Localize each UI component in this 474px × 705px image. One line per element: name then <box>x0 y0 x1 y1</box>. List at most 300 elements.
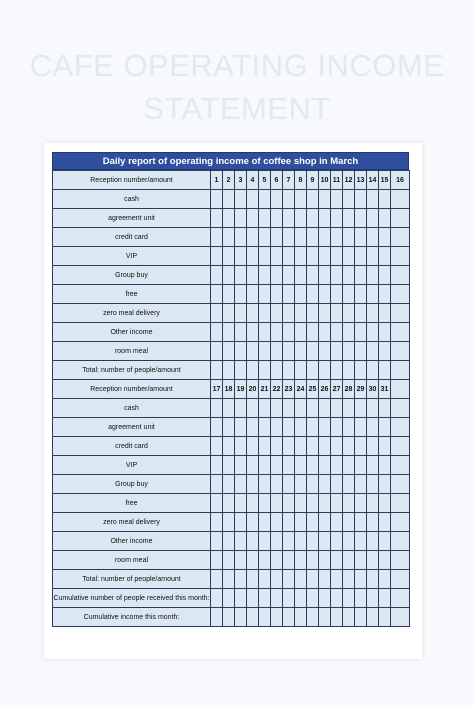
entry-cell[interactable] <box>295 228 307 247</box>
entry-cell[interactable] <box>367 570 379 589</box>
entry-cell[interactable] <box>283 532 295 551</box>
entry-cell[interactable] <box>235 456 247 475</box>
entry-cell[interactable] <box>319 589 331 608</box>
entry-cell[interactable] <box>379 513 391 532</box>
entry-cell[interactable] <box>391 228 410 247</box>
entry-cell[interactable] <box>331 437 343 456</box>
entry-cell[interactable] <box>223 475 235 494</box>
entry-cell[interactable] <box>271 228 283 247</box>
entry-cell[interactable] <box>355 266 367 285</box>
entry-cell[interactable] <box>379 532 391 551</box>
entry-cell[interactable] <box>235 513 247 532</box>
entry-cell[interactable] <box>211 608 223 627</box>
entry-cell[interactable] <box>307 209 319 228</box>
entry-cell[interactable] <box>283 361 295 380</box>
entry-cell[interactable] <box>271 190 283 209</box>
entry-cell[interactable] <box>379 608 391 627</box>
entry-cell[interactable] <box>235 323 247 342</box>
entry-cell[interactable] <box>271 342 283 361</box>
entry-cell[interactable] <box>235 247 247 266</box>
entry-cell[interactable] <box>235 589 247 608</box>
entry-cell[interactable] <box>259 247 271 266</box>
entry-cell[interactable] <box>247 456 259 475</box>
entry-cell[interactable] <box>319 475 331 494</box>
entry-cell[interactable] <box>331 456 343 475</box>
entry-cell[interactable] <box>307 532 319 551</box>
entry-cell[interactable] <box>379 209 391 228</box>
entry-cell[interactable] <box>235 209 247 228</box>
entry-cell[interactable] <box>235 266 247 285</box>
entry-cell[interactable] <box>223 361 235 380</box>
entry-cell[interactable] <box>355 247 367 266</box>
entry-cell[interactable] <box>259 304 271 323</box>
entry-cell[interactable] <box>343 342 355 361</box>
entry-cell[interactable] <box>331 190 343 209</box>
entry-cell[interactable] <box>283 475 295 494</box>
entry-cell[interactable] <box>331 266 343 285</box>
entry-cell[interactable] <box>271 494 283 513</box>
entry-cell[interactable] <box>355 570 367 589</box>
entry-cell[interactable] <box>247 266 259 285</box>
entry-cell[interactable] <box>331 247 343 266</box>
entry-cell[interactable] <box>343 399 355 418</box>
entry-cell[interactable] <box>307 228 319 247</box>
entry-cell[interactable] <box>367 532 379 551</box>
entry-cell[interactable] <box>295 209 307 228</box>
entry-cell[interactable] <box>379 456 391 475</box>
entry-cell[interactable] <box>235 551 247 570</box>
entry-cell[interactable] <box>271 361 283 380</box>
entry-cell[interactable] <box>211 247 223 266</box>
entry-cell[interactable] <box>343 532 355 551</box>
entry-cell[interactable] <box>319 266 331 285</box>
entry-cell[interactable] <box>391 266 410 285</box>
entry-cell[interactable] <box>259 589 271 608</box>
entry-cell[interactable] <box>235 361 247 380</box>
entry-cell[interactable] <box>247 247 259 266</box>
entry-cell[interactable] <box>235 570 247 589</box>
entry-cell[interactable] <box>211 228 223 247</box>
entry-cell[interactable] <box>223 304 235 323</box>
entry-cell[interactable] <box>295 608 307 627</box>
entry-cell[interactable] <box>211 475 223 494</box>
entry-cell[interactable] <box>355 532 367 551</box>
entry-cell[interactable] <box>211 589 223 608</box>
entry-cell[interactable] <box>307 437 319 456</box>
entry-cell[interactable] <box>283 399 295 418</box>
entry-cell[interactable] <box>295 323 307 342</box>
entry-cell[interactable] <box>247 513 259 532</box>
entry-cell[interactable] <box>343 228 355 247</box>
entry-cell[interactable] <box>271 437 283 456</box>
entry-cell[interactable] <box>367 513 379 532</box>
entry-cell[interactable] <box>295 494 307 513</box>
entry-cell[interactable] <box>391 247 410 266</box>
entry-cell[interactable] <box>391 494 410 513</box>
entry-cell[interactable] <box>355 209 367 228</box>
entry-cell[interactable] <box>271 304 283 323</box>
entry-cell[interactable] <box>271 285 283 304</box>
entry-cell[interactable] <box>295 589 307 608</box>
entry-cell[interactable] <box>331 323 343 342</box>
entry-cell[interactable] <box>211 532 223 551</box>
entry-cell[interactable] <box>223 399 235 418</box>
entry-cell[interactable] <box>247 437 259 456</box>
entry-cell[interactable] <box>391 513 410 532</box>
entry-cell[interactable] <box>391 456 410 475</box>
entry-cell[interactable] <box>319 570 331 589</box>
entry-cell[interactable] <box>295 190 307 209</box>
entry-cell[interactable] <box>271 589 283 608</box>
entry-cell[interactable] <box>247 532 259 551</box>
entry-cell[interactable] <box>331 418 343 437</box>
entry-cell[interactable] <box>235 190 247 209</box>
entry-cell[interactable] <box>235 532 247 551</box>
entry-cell[interactable] <box>259 532 271 551</box>
entry-cell[interactable] <box>259 437 271 456</box>
entry-cell[interactable] <box>247 190 259 209</box>
entry-cell[interactable] <box>391 418 410 437</box>
entry-cell[interactable] <box>331 304 343 323</box>
entry-cell[interactable] <box>343 608 355 627</box>
entry-cell[interactable] <box>283 513 295 532</box>
entry-cell[interactable] <box>271 209 283 228</box>
entry-cell[interactable] <box>247 304 259 323</box>
entry-cell[interactable] <box>271 399 283 418</box>
entry-cell[interactable] <box>355 228 367 247</box>
entry-cell[interactable] <box>223 342 235 361</box>
entry-cell[interactable] <box>259 285 271 304</box>
entry-cell[interactable] <box>355 323 367 342</box>
entry-cell[interactable] <box>367 475 379 494</box>
entry-cell[interactable] <box>367 399 379 418</box>
entry-cell[interactable] <box>295 418 307 437</box>
entry-cell[interactable] <box>355 304 367 323</box>
entry-cell[interactable] <box>223 551 235 570</box>
entry-cell[interactable] <box>211 209 223 228</box>
entry-cell[interactable] <box>343 551 355 570</box>
entry-cell[interactable] <box>379 494 391 513</box>
entry-cell[interactable] <box>379 247 391 266</box>
entry-cell[interactable] <box>355 361 367 380</box>
entry-cell[interactable] <box>295 437 307 456</box>
entry-cell[interactable] <box>307 285 319 304</box>
entry-cell[interactable] <box>319 418 331 437</box>
entry-cell[interactable] <box>307 475 319 494</box>
entry-cell[interactable] <box>379 418 391 437</box>
entry-cell[interactable] <box>259 190 271 209</box>
entry-cell[interactable] <box>259 608 271 627</box>
entry-cell[interactable] <box>367 247 379 266</box>
entry-cell[interactable] <box>391 551 410 570</box>
entry-cell[interactable] <box>367 456 379 475</box>
entry-cell[interactable] <box>331 475 343 494</box>
entry-cell[interactable] <box>343 589 355 608</box>
entry-cell[interactable] <box>211 494 223 513</box>
entry-cell[interactable] <box>295 456 307 475</box>
entry-cell[interactable] <box>391 475 410 494</box>
entry-cell[interactable] <box>319 399 331 418</box>
entry-cell[interactable] <box>379 266 391 285</box>
entry-cell[interactable] <box>271 513 283 532</box>
entry-cell[interactable] <box>331 399 343 418</box>
entry-cell[interactable] <box>283 342 295 361</box>
entry-cell[interactable] <box>259 361 271 380</box>
entry-cell[interactable] <box>343 475 355 494</box>
entry-cell[interactable] <box>247 570 259 589</box>
entry-cell[interactable] <box>235 494 247 513</box>
entry-cell[interactable] <box>211 437 223 456</box>
entry-cell[interactable] <box>319 437 331 456</box>
entry-cell[interactable] <box>319 228 331 247</box>
entry-cell[interactable] <box>319 209 331 228</box>
entry-cell[interactable] <box>271 323 283 342</box>
entry-cell[interactable] <box>331 209 343 228</box>
entry-cell[interactable] <box>343 361 355 380</box>
entry-cell[interactable] <box>295 304 307 323</box>
entry-cell[interactable] <box>223 209 235 228</box>
entry-cell[interactable] <box>355 513 367 532</box>
entry-cell[interactable] <box>247 209 259 228</box>
entry-cell[interactable] <box>307 323 319 342</box>
entry-cell[interactable] <box>295 551 307 570</box>
entry-cell[interactable] <box>247 323 259 342</box>
entry-cell[interactable] <box>259 456 271 475</box>
entry-cell[interactable] <box>235 418 247 437</box>
entry-cell[interactable] <box>211 456 223 475</box>
entry-cell[interactable] <box>247 361 259 380</box>
entry-cell[interactable] <box>247 551 259 570</box>
entry-cell[interactable] <box>295 399 307 418</box>
entry-cell[interactable] <box>355 551 367 570</box>
entry-cell[interactable] <box>319 247 331 266</box>
entry-cell[interactable] <box>355 285 367 304</box>
entry-cell[interactable] <box>379 551 391 570</box>
entry-cell[interactable] <box>271 266 283 285</box>
entry-cell[interactable] <box>283 285 295 304</box>
entry-cell[interactable] <box>379 361 391 380</box>
entry-cell[interactable] <box>223 266 235 285</box>
entry-cell[interactable] <box>367 437 379 456</box>
entry-cell[interactable] <box>343 456 355 475</box>
entry-cell[interactable] <box>259 494 271 513</box>
entry-cell[interactable] <box>211 418 223 437</box>
entry-cell[interactable] <box>331 361 343 380</box>
entry-cell[interactable] <box>283 323 295 342</box>
entry-cell[interactable] <box>271 456 283 475</box>
entry-cell[interactable] <box>211 190 223 209</box>
entry-cell[interactable] <box>355 399 367 418</box>
entry-cell[interactable] <box>295 342 307 361</box>
entry-cell[interactable] <box>343 190 355 209</box>
entry-cell[interactable] <box>271 418 283 437</box>
entry-cell[interactable] <box>379 190 391 209</box>
entry-cell[interactable] <box>223 418 235 437</box>
entry-cell[interactable] <box>271 532 283 551</box>
entry-cell[interactable] <box>367 304 379 323</box>
entry-cell[interactable] <box>391 589 410 608</box>
entry-cell[interactable] <box>283 209 295 228</box>
entry-cell[interactable] <box>307 266 319 285</box>
entry-cell[interactable] <box>211 285 223 304</box>
entry-cell[interactable] <box>247 589 259 608</box>
entry-cell[interactable] <box>391 608 410 627</box>
entry-cell[interactable] <box>295 513 307 532</box>
entry-cell[interactable] <box>355 418 367 437</box>
entry-cell[interactable] <box>343 266 355 285</box>
entry-cell[interactable] <box>247 285 259 304</box>
entry-cell[interactable] <box>259 570 271 589</box>
entry-cell[interactable] <box>223 247 235 266</box>
entry-cell[interactable] <box>367 323 379 342</box>
entry-cell[interactable] <box>367 285 379 304</box>
entry-cell[interactable] <box>295 475 307 494</box>
entry-cell[interactable] <box>379 589 391 608</box>
entry-cell[interactable] <box>379 304 391 323</box>
entry-cell[interactable] <box>391 532 410 551</box>
entry-cell[interactable] <box>319 551 331 570</box>
entry-cell[interactable] <box>283 247 295 266</box>
entry-cell[interactable] <box>211 304 223 323</box>
entry-cell[interactable] <box>319 323 331 342</box>
entry-cell[interactable] <box>211 342 223 361</box>
entry-cell[interactable] <box>331 570 343 589</box>
entry-cell[interactable] <box>367 418 379 437</box>
entry-cell[interactable] <box>307 456 319 475</box>
entry-cell[interactable] <box>211 551 223 570</box>
entry-cell[interactable] <box>259 551 271 570</box>
entry-cell[interactable] <box>355 608 367 627</box>
entry-cell[interactable] <box>307 608 319 627</box>
entry-cell[interactable] <box>343 418 355 437</box>
entry-cell[interactable] <box>319 608 331 627</box>
entry-cell[interactable] <box>295 266 307 285</box>
entry-cell[interactable] <box>283 228 295 247</box>
entry-cell[interactable] <box>283 304 295 323</box>
entry-cell[interactable] <box>343 285 355 304</box>
entry-cell[interactable] <box>259 418 271 437</box>
entry-cell[interactable] <box>355 342 367 361</box>
entry-cell[interactable] <box>379 285 391 304</box>
entry-cell[interactable] <box>247 399 259 418</box>
entry-cell[interactable] <box>211 323 223 342</box>
entry-cell[interactable] <box>259 475 271 494</box>
entry-cell[interactable] <box>343 209 355 228</box>
entry-cell[interactable] <box>367 551 379 570</box>
entry-cell[interactable] <box>259 513 271 532</box>
entry-cell[interactable] <box>283 266 295 285</box>
entry-cell[interactable] <box>319 456 331 475</box>
entry-cell[interactable] <box>319 190 331 209</box>
entry-cell[interactable] <box>355 494 367 513</box>
entry-cell[interactable] <box>343 570 355 589</box>
entry-cell[interactable] <box>211 399 223 418</box>
entry-cell[interactable] <box>247 494 259 513</box>
entry-cell[interactable] <box>379 399 391 418</box>
entry-cell[interactable] <box>271 475 283 494</box>
entry-cell[interactable] <box>295 285 307 304</box>
entry-cell[interactable] <box>247 342 259 361</box>
entry-cell[interactable] <box>235 304 247 323</box>
entry-cell[interactable] <box>319 342 331 361</box>
entry-cell[interactable] <box>259 228 271 247</box>
entry-cell[interactable] <box>331 551 343 570</box>
entry-cell[interactable] <box>247 228 259 247</box>
entry-cell[interactable] <box>307 190 319 209</box>
entry-cell[interactable] <box>343 247 355 266</box>
entry-cell[interactable] <box>343 323 355 342</box>
entry-cell[interactable] <box>331 532 343 551</box>
entry-cell[interactable] <box>271 551 283 570</box>
entry-cell[interactable] <box>367 228 379 247</box>
entry-cell[interactable] <box>235 228 247 247</box>
entry-cell[interactable] <box>319 494 331 513</box>
entry-cell[interactable] <box>367 209 379 228</box>
entry-cell[interactable] <box>319 304 331 323</box>
entry-cell[interactable] <box>379 437 391 456</box>
entry-cell[interactable] <box>271 608 283 627</box>
entry-cell[interactable] <box>223 589 235 608</box>
entry-cell[interactable] <box>307 513 319 532</box>
entry-cell[interactable] <box>235 475 247 494</box>
entry-cell[interactable] <box>355 475 367 494</box>
entry-cell[interactable] <box>235 608 247 627</box>
entry-cell[interactable] <box>331 513 343 532</box>
entry-cell[interactable] <box>367 190 379 209</box>
entry-cell[interactable] <box>235 285 247 304</box>
entry-cell[interactable] <box>343 437 355 456</box>
entry-cell[interactable] <box>295 247 307 266</box>
entry-cell[interactable] <box>379 342 391 361</box>
entry-cell[interactable] <box>391 361 410 380</box>
entry-cell[interactable] <box>223 494 235 513</box>
entry-cell[interactable] <box>391 570 410 589</box>
entry-cell[interactable] <box>319 285 331 304</box>
entry-cell[interactable] <box>235 342 247 361</box>
entry-cell[interactable] <box>307 342 319 361</box>
entry-cell[interactable] <box>355 437 367 456</box>
entry-cell[interactable] <box>307 304 319 323</box>
entry-cell[interactable] <box>283 589 295 608</box>
entry-cell[interactable] <box>391 209 410 228</box>
entry-cell[interactable] <box>355 456 367 475</box>
entry-cell[interactable] <box>283 570 295 589</box>
entry-cell[interactable] <box>247 608 259 627</box>
entry-cell[interactable] <box>283 418 295 437</box>
entry-cell[interactable] <box>355 589 367 608</box>
entry-cell[interactable] <box>331 589 343 608</box>
entry-cell[interactable] <box>391 437 410 456</box>
entry-cell[interactable] <box>379 570 391 589</box>
entry-cell[interactable] <box>307 570 319 589</box>
entry-cell[interactable] <box>211 266 223 285</box>
entry-cell[interactable] <box>307 418 319 437</box>
entry-cell[interactable] <box>343 513 355 532</box>
entry-cell[interactable] <box>223 190 235 209</box>
entry-cell[interactable] <box>331 494 343 513</box>
entry-cell[interactable] <box>283 494 295 513</box>
entry-cell[interactable] <box>367 361 379 380</box>
entry-cell[interactable] <box>319 532 331 551</box>
entry-cell[interactable] <box>283 551 295 570</box>
entry-cell[interactable] <box>367 589 379 608</box>
entry-cell[interactable] <box>307 361 319 380</box>
entry-cell[interactable] <box>283 608 295 627</box>
entry-cell[interactable] <box>223 437 235 456</box>
entry-cell[interactable] <box>319 361 331 380</box>
entry-cell[interactable] <box>367 494 379 513</box>
entry-cell[interactable] <box>223 323 235 342</box>
